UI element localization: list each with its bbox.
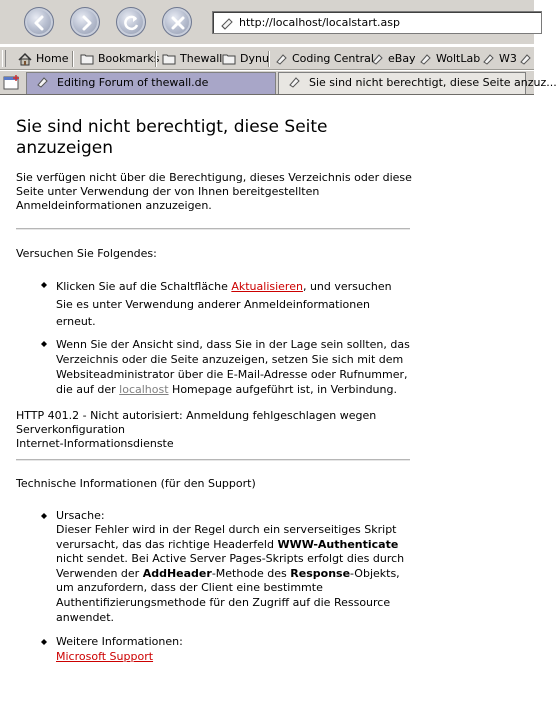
tab-label: Editing Forum of thewall.de: [57, 76, 209, 89]
bookmark-woltlab[interactable]: [420, 50, 480, 68]
new-tab-icon[interactable]: [3, 74, 21, 91]
bookmark-coding-central[interactable]: [276, 50, 374, 68]
cause-keyword: AddHeader: [142, 566, 212, 580]
navigation-toolbar: [0, 0, 534, 44]
bookmark-ebay[interactable]: [372, 50, 416, 68]
bullet-icon: [41, 639, 47, 645]
bookmark-label: Home: [36, 52, 69, 65]
bookmarks-toolbar: [0, 46, 534, 70]
tab-current-page[interactable]: [278, 72, 557, 94]
folder-icon: [162, 53, 176, 65]
bookmark-label: Coding Central: [292, 52, 374, 65]
divider: [16, 228, 410, 230]
bookmark-icon: [520, 53, 532, 65]
tech-info-list: [16, 509, 516, 665]
bullet-icon: [41, 513, 47, 519]
bookmark-folder-dynu[interactable]: [222, 50, 269, 68]
list-item: [16, 337, 416, 397]
more-info-label: Weitere Informationen:: [56, 635, 183, 649]
page-title: Sie sind nicht berechtigt, diese Seite anzuzeigen: [16, 117, 328, 158]
intro-text: Sie verfügen nicht über die Berechtigung, dieses Verzeichnis oder diese Seite unter Verwendung der von Ihnen bereitgestellten Anmeldeinformationen anzuzeigen.: [16, 171, 412, 212]
item-text: Klicken Sie auf die Schaltfläche: [56, 280, 232, 293]
back-button[interactable]: [24, 7, 54, 37]
item-text: Wenn Sie der Ansicht sind, dass Sie in der Lage sein sollten, das Verzeichnis oder die Seite anzuzeigen, setzen Sie sich mit dem Websiteadministrator über die E-Mail-Adresse oder Rufnummer, die auf der: [56, 337, 410, 396]
bookmark-home[interactable]: [18, 50, 68, 68]
cause-keyword: WWW-Authenticate: [277, 537, 399, 551]
back-arrow-icon: [31, 14, 49, 32]
cause-text: -Objekts, um anzufordern, dass der Client eine bestimmte Authentifizierungsmethode für den Zugriff auf die Ressource anwendet.: [56, 566, 400, 624]
bookmark-folder-thewall[interactable]: [162, 50, 222, 68]
forward-button[interactable]: [70, 7, 100, 37]
try-heading: Versuchen Sie Folgendes:: [16, 247, 157, 260]
cause-keyword: Response: [290, 566, 351, 580]
microsoft-support-link[interactable]: Microsoft Support: [56, 649, 154, 663]
list-item: [16, 635, 410, 664]
bookmark-label: Bookmarks: [98, 52, 160, 65]
bookmark-folder-bookmarks[interactable]: [80, 50, 159, 68]
bookmark-overflow[interactable]: [520, 50, 536, 68]
tab-bar: [0, 71, 557, 95]
forward-arrow-icon: [77, 14, 95, 32]
bookmark-label: W3: [499, 52, 517, 65]
bullet-icon: [41, 282, 47, 288]
page-content: [16, 100, 516, 664]
cause-label: Ursache:: [56, 508, 105, 522]
divider: [16, 459, 410, 461]
refresh-link[interactable]: Aktualisieren: [231, 280, 303, 293]
bookmark-icon: [37, 76, 49, 88]
home-icon: [18, 53, 32, 66]
item-text: Homepage aufgeführt ist, in Verbindung.: [168, 382, 397, 396]
url-text: http://localhost/localstart.asp: [239, 16, 400, 29]
stop-button[interactable]: [162, 7, 192, 37]
reload-button[interactable]: [116, 7, 146, 37]
bookmark-w3[interactable]: [483, 50, 517, 68]
toolbar-grip[interactable]: [2, 50, 6, 67]
service-name: Internet-Informationsdienste: [16, 436, 174, 450]
url-bar[interactable]: [212, 11, 542, 34]
tab-editing-forum[interactable]: [26, 72, 276, 94]
item-text: , und versuchen Sie es unter Verwendung anderer Anmeldeinformationen erneut.: [56, 280, 392, 328]
bookmark-icon: [483, 53, 495, 65]
list-item: [16, 278, 410, 331]
page-icon: [220, 16, 234, 30]
cause-text: Dieser Fehler wird in der Regel durch ein serverseitiges Skript verursacht, das das richtige Headerfeld: [56, 523, 397, 551]
suggestions-list: [16, 278, 516, 397]
bookmark-icon: [420, 53, 432, 65]
list-item: [16, 509, 406, 626]
reload-icon: [123, 14, 141, 32]
separator: [268, 51, 270, 67]
bookmark-label: eBay: [388, 52, 416, 65]
cause-text: -Methode des: [211, 566, 291, 580]
tech-heading: Technische Informationen (für den Support): [16, 476, 256, 490]
bookmark-icon: [289, 76, 301, 88]
folder-icon: [80, 53, 94, 65]
stop-icon: [169, 14, 187, 32]
bookmark-label: Thewall: [180, 52, 223, 65]
bookmark-label: WoltLab: [436, 52, 481, 65]
bullet-icon: [41, 341, 47, 347]
http-status: HTTP 401.2 - Nicht autorisiert: Anmeldung fehlgeschlagen wegen Serverkonfiguration: [16, 408, 377, 436]
bookmark-label: Dynu: [240, 52, 269, 65]
bookmark-icon: [372, 53, 384, 65]
tab-label: Sie sind nicht berechtigt, diese Seite anzuz...: [309, 76, 557, 89]
bookmark-icon: [276, 53, 288, 65]
separator: [155, 51, 157, 67]
separator: [72, 51, 74, 67]
folder-icon: [222, 53, 236, 65]
cause-text: nicht sendet. Bei Active Server Pages-Skripts erfolgt dies durch Verwenden der: [56, 552, 405, 580]
localhost-link[interactable]: localhost: [119, 382, 169, 396]
